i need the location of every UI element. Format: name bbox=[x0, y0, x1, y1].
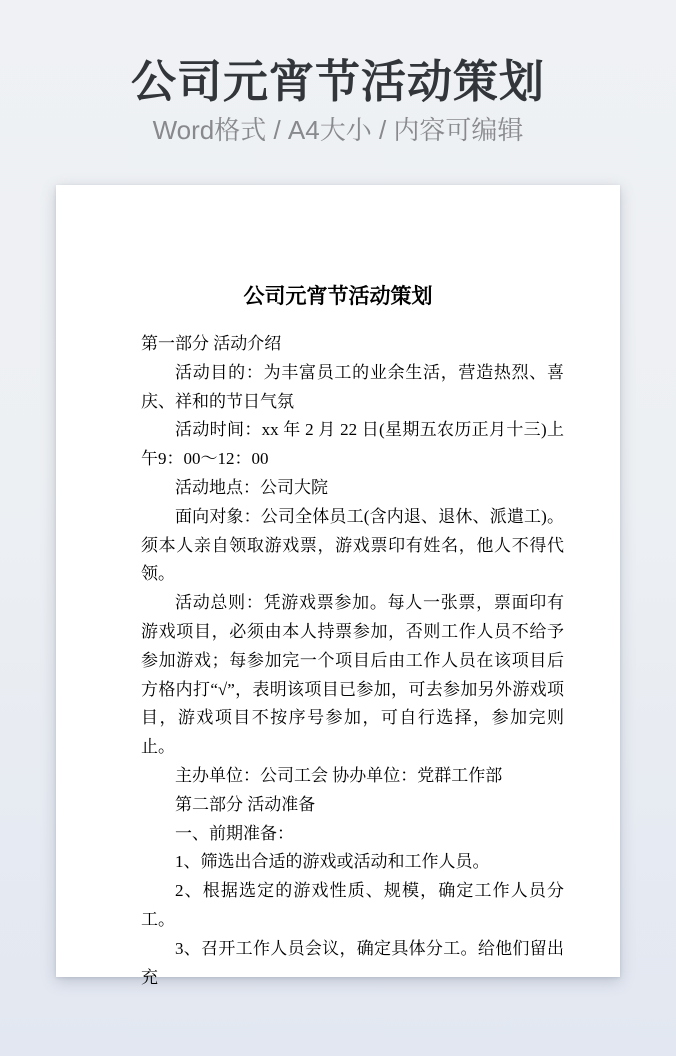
document-title: 公司元宵节活动策划 bbox=[243, 285, 433, 308]
banner-title: 公司元宵节活动策划 bbox=[130, 56, 545, 107]
section-heading-part2: 第二部分 活动准备 bbox=[175, 794, 316, 814]
document-body bbox=[141, 330, 564, 992]
paragraph-activity-time: 活动时间：xx 年 2 月 22 日(星期五农历正月十三)上午9：00～12：00 bbox=[141, 420, 564, 469]
paragraph-preparation-heading: 一、前期准备： bbox=[175, 823, 294, 843]
banner-subtitle: Word格式 / A4大小 / 内容可编辑 bbox=[152, 115, 524, 145]
list-item-1: 1、筛选出合适的游戏或活动和工作人员。 bbox=[175, 852, 490, 872]
list-item-2: 2、根据选定的游戏性质、规模，确定工作人员分工。 bbox=[141, 881, 564, 929]
document-page bbox=[56, 185, 620, 987]
paragraph-target-audience: 面向对象：公司全体员工(含内退、退休、派遣工)。须本人亲自领取游戏票，游戏票印有姓名，他人不得代领。 bbox=[141, 506, 564, 584]
paragraph-general-rules: 活动总则：凭游戏票参加。每人一张票，票面印有游戏项目，必须由本人持票参加，否则工作人员不给予参加游戏；每参加完一个项目后由工作人员在该项目后方格内打“√”，表明该项目已参加，可去参加另外游戏项目，游戏项目不按序号参加，可自行选择，参加完则止。 bbox=[141, 593, 564, 757]
paragraph-activity-location: 活动地点：公司大院 bbox=[175, 477, 328, 497]
paragraph-activity-purpose: 活动目的：为丰富员工的业余生活，营造热烈、喜庆、祥和的节日气氛 bbox=[141, 362, 564, 411]
list-item-3: 3、召开工作人员会议，确定具体分工。给他们留出充 bbox=[141, 938, 564, 987]
banner bbox=[0, 0, 676, 146]
section-heading-part1: 第一部分 活动介绍 bbox=[141, 334, 282, 353]
paragraph-organizers: 主办单位：公司工会 协办单位：党群工作部 bbox=[175, 765, 503, 785]
